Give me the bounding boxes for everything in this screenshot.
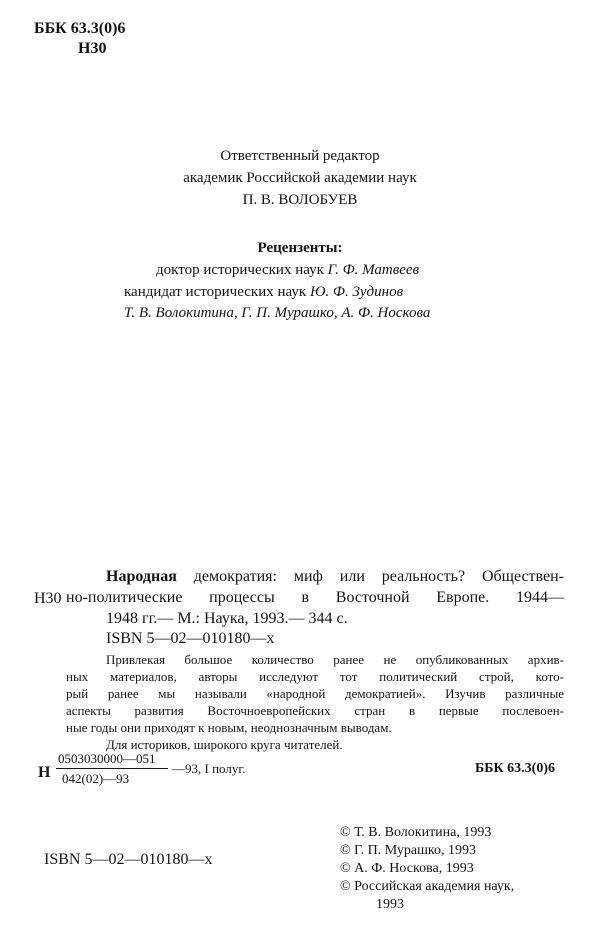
abstract-audience: Для историков, широкого круга читателей. [106, 737, 343, 752]
abstract-line: ных материалов, авторы исследуют тот политический строй, кото- [66, 669, 564, 684]
fraction-bar [56, 768, 168, 769]
reviewer-line-2 [124, 284, 403, 301]
copyright-icon: © [340, 861, 351, 876]
copyright-line [340, 861, 474, 877]
copyright-line [340, 825, 491, 841]
copyright-line [340, 843, 476, 859]
abstract-line: ные годы они приходят к новым, неоднозначным выводам. [66, 720, 392, 735]
catalog-title-line [106, 568, 564, 586]
catalog-line-2: но-политические процессы в Восточной Европе. 1944— [66, 589, 564, 606]
catalog-title-rest: демократия: миф или реальность? Обществен- [193, 568, 564, 585]
publishing-bbk: ББК 63.3(0)6 [475, 761, 555, 776]
bbk-classification: ББК 63.3(0)6 [34, 20, 126, 37]
abstract-line: рый ранее мы называли «народной демократией». Изучив различные [66, 686, 564, 701]
editor-name: П. В. ВОЛОБУЕВ [242, 192, 358, 208]
copyright-holder: Российская академия наук, [354, 879, 515, 894]
publishing-numerator: 0503030000—051 [58, 751, 156, 766]
isbn-footer: ISBN 5—02—010180—x [44, 851, 213, 868]
publishing-suffix: —93, I полуг. [172, 761, 246, 776]
reviewer-degree-1: доктор исторических наук [156, 262, 324, 278]
reviewer-line-3: Т. В. Волокитина, Г. П. Мурашко, А. Ф. Носкова [124, 305, 431, 321]
copyright-line [340, 879, 514, 895]
reviewer-name-1: Г. Ф. Матвеев [327, 262, 420, 278]
copyright-holder: А. Ф. Носкова, 1993 [354, 861, 474, 876]
copyright-icon: © [340, 879, 351, 894]
catalog-title-bold: Народная [106, 568, 177, 585]
catalog-line-3: 1948 гг.— М.: Наука, 1993.— 344 с. [106, 610, 348, 627]
reviewer-line-1 [156, 262, 419, 279]
copyright-icon: © [340, 843, 351, 858]
copyright-holder: Т. В. Волокитина, 1993 [354, 825, 492, 840]
publishing-denominator: 042(02)—93 [62, 771, 130, 786]
copyright-icon: © [340, 825, 351, 840]
publishing-letter: Н [38, 764, 51, 781]
abstract-line: Привлекая большое количество ранее не опубликованных архив- [106, 652, 564, 667]
reviewer-degree-2: кандидат исторических наук [124, 284, 307, 300]
catalog-code: Н30 [34, 590, 62, 607]
editor-heading: Ответственный редактор [220, 148, 380, 164]
copyright-holder: Г. П. Мурашко, 1993 [354, 843, 476, 858]
author-mark: Н30 [78, 40, 107, 57]
reviewer-name-2: Ю. Ф. Зудинов [309, 284, 404, 300]
catalog-isbn: ISBN 5—02—010180—x [106, 630, 275, 647]
reviewers-heading: Рецензенты: [257, 240, 343, 256]
editor-title: академик Российской академии наук [183, 170, 417, 186]
abstract-line: аспекты развития Восточноевропейских стран в первые послевоен- [66, 703, 564, 718]
copyright-year: 1993 [376, 897, 404, 912]
